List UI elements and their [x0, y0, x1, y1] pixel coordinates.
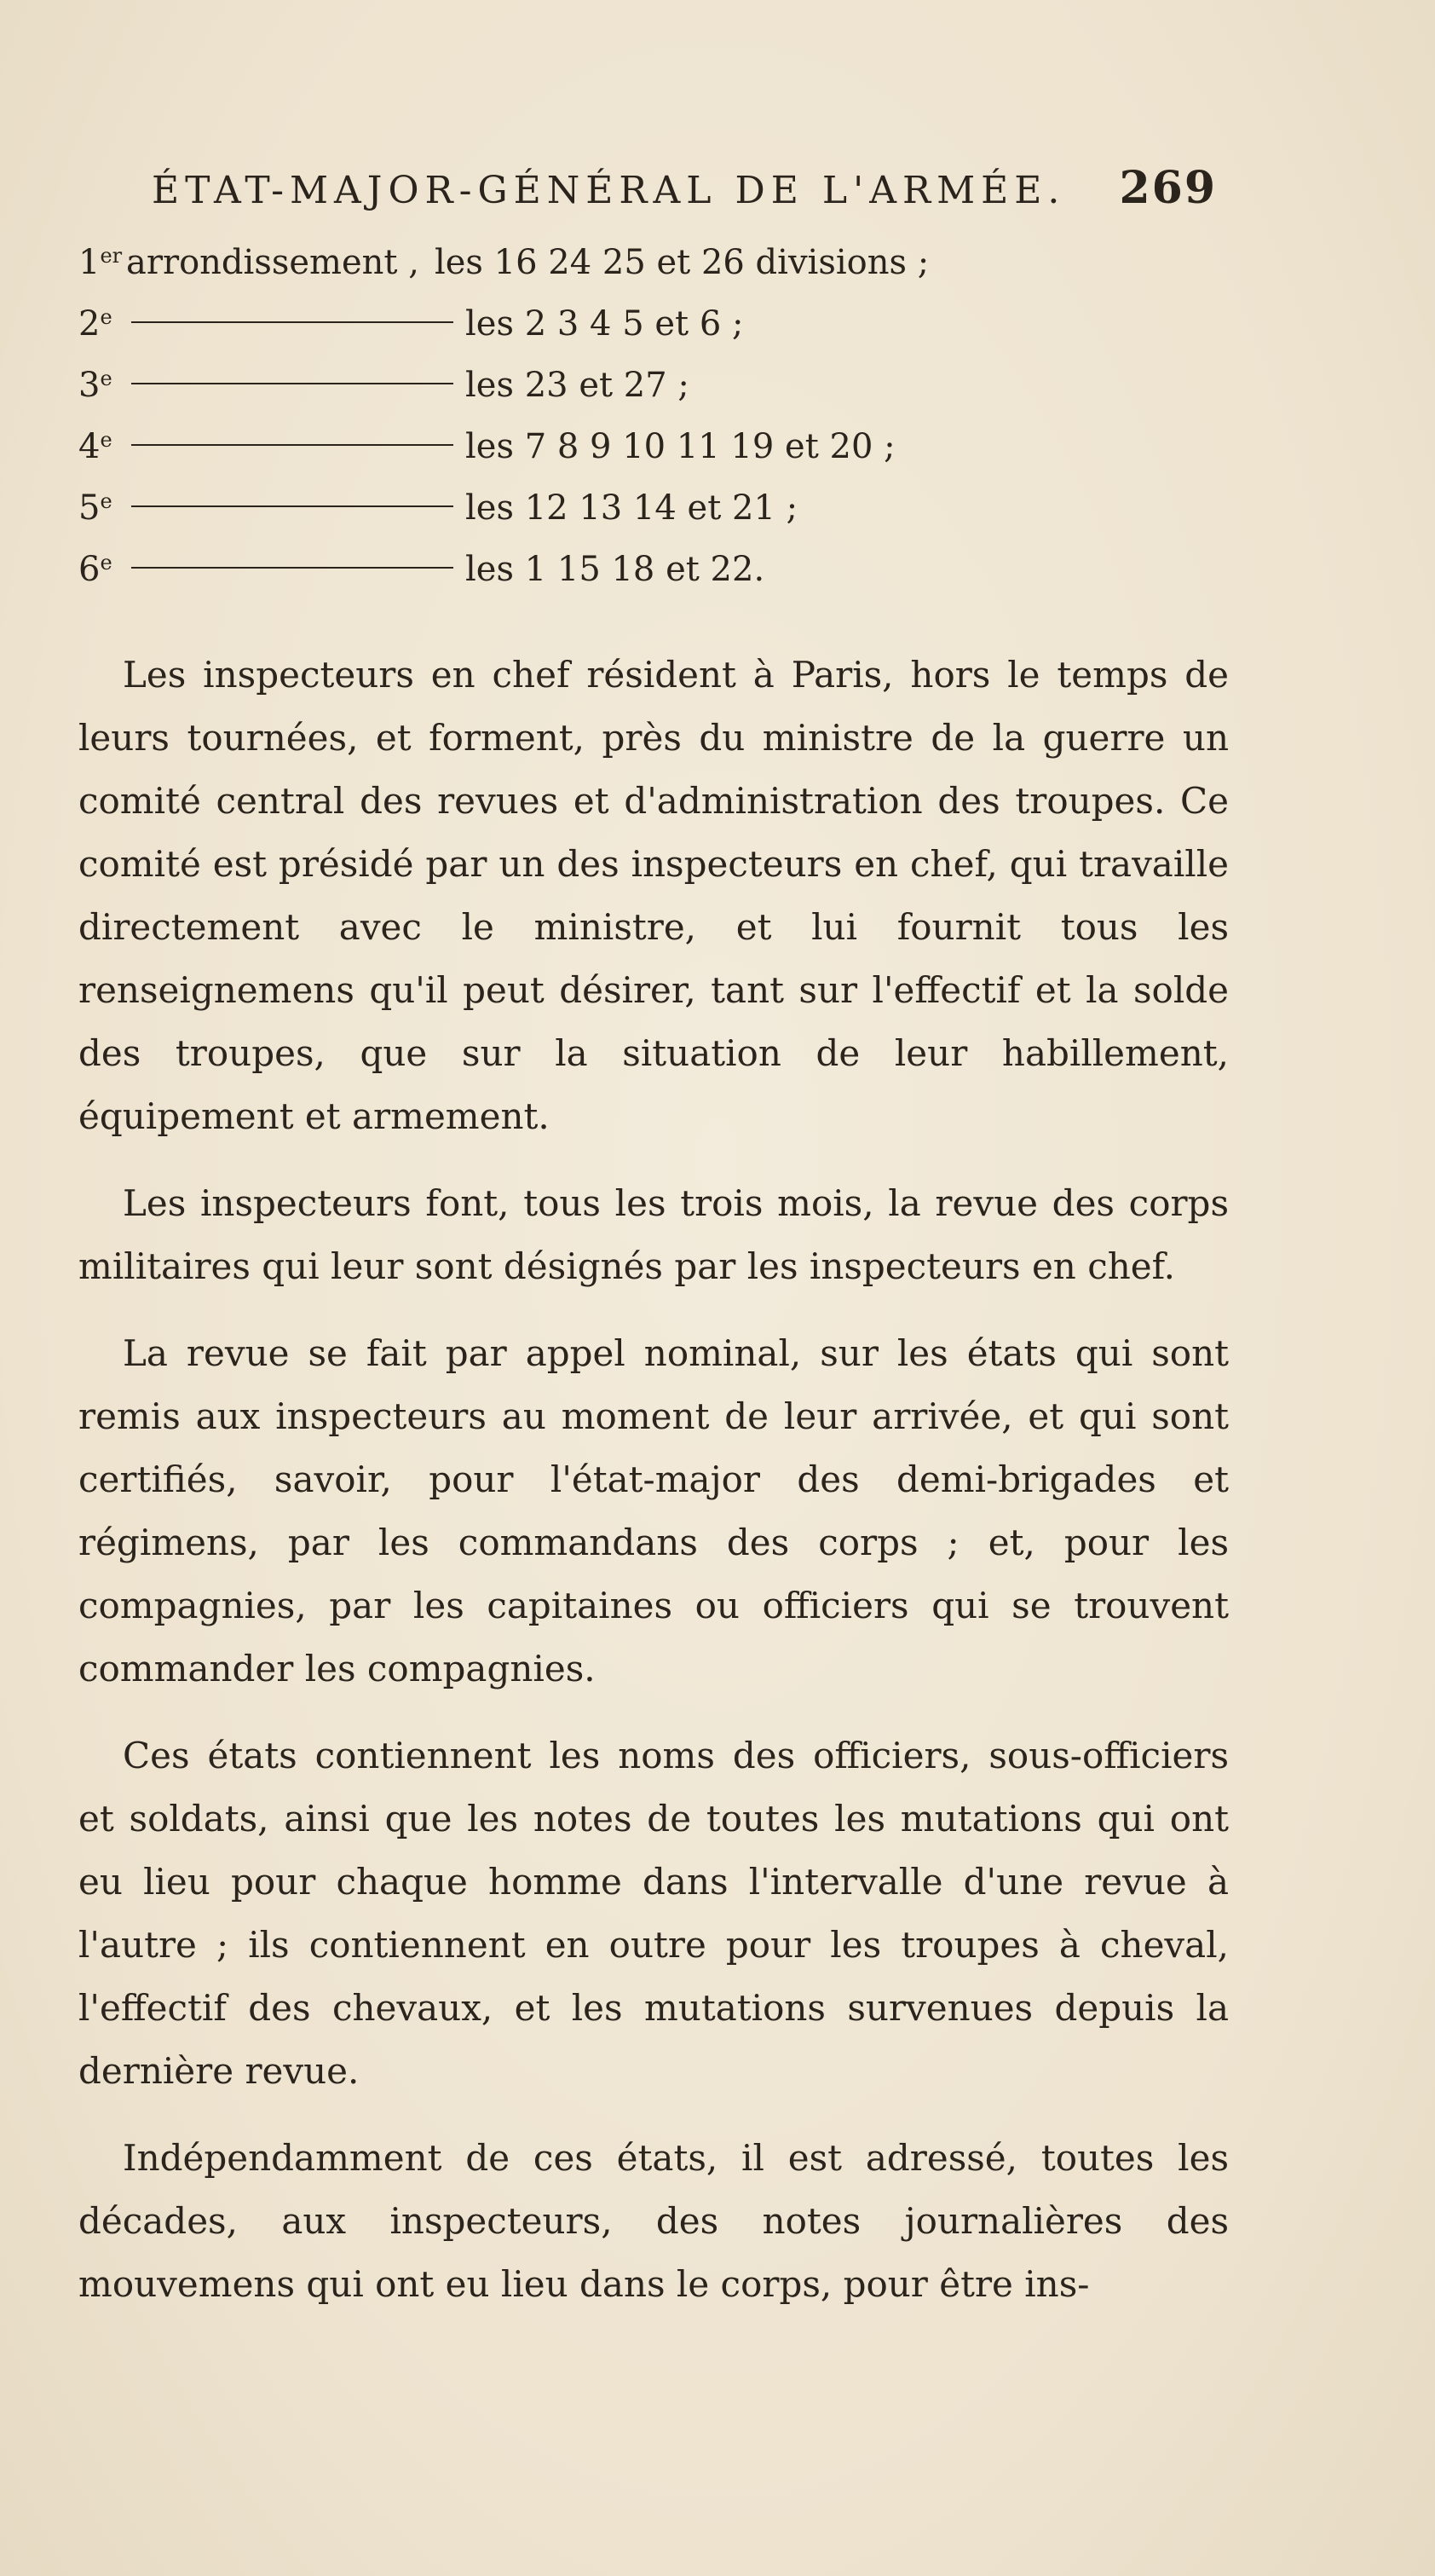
leader-dash [131, 383, 453, 384]
ordinal: 4e [78, 427, 112, 466]
ordinal: 6e [78, 550, 112, 589]
division-list: les 16 24 25 et 26 divisions ; [434, 243, 930, 282]
division-list: les 23 et 27 ; [465, 366, 689, 405]
ordinal: 1er [78, 243, 123, 282]
paragraph: Les inspecteurs en chef résident à Paris, hors le temps de leurs tournées, et forment, près du ministre de la guerre un comité central des revues et d'administration des troupes. Ce comité est présidé par un des inspecteurs en chef, qui travaille directement avec le ministre, et lui fournit tous les renseignemens qu'il peut désirer, tant sur l'effectif et la solde des troupes, que sur la situation de leur habillement, équipement et armement. [78, 654, 1229, 1137]
paragraph: Ces états contiennent les noms des officiers, sous-officiers et soldats, ainsi que les notes de toutes les mutations qui ont eu lieu pour chaque homme dans l'intervalle d'une revue à l'autre ; ils contiennent en outre pour les troupes à cheval, l'effectif des chevaux, et les mutations survenues depuis la dernière revue. [78, 1735, 1229, 2092]
division-list: les 2 3 4 5 et 6 ; [465, 304, 744, 344]
leader-dash [131, 567, 453, 569]
running-header [152, 162, 1217, 214]
ordinal: 3e [78, 366, 112, 405]
paragraph: La revue se fait par appel nominal, sur les états qui sont remis aux inspecteurs au moment de leur arrivée, et qui sont certifiés, savoir, pour l'état-major des demi-brigades et régimens, par les commandans des corps ; et, pour les compagnies, par les capitaines ou officiers qui se trouvent commander les compagnies. [78, 1332, 1229, 1689]
leader-dash [131, 444, 453, 446]
page-number: 269 [1119, 162, 1217, 214]
row-label: arrondissement , [126, 243, 419, 282]
arrondissement-row [78, 550, 1229, 611]
division-list: les 7 8 9 10 11 19 et 20 ; [465, 427, 896, 466]
division-list: les 12 13 14 et 21 ; [465, 488, 798, 528]
header-title: ÉTAT-MAJOR-GÉNÉRAL DE L'ARMÉE. [152, 169, 1066, 212]
ordinal: 5e [78, 488, 112, 528]
arrondissement-row [78, 488, 1229, 550]
paragraph: Les inspecteurs font, tous les trois mois, la revue des corps militaires qui leur sont désignés par les inspecteurs en chef. [78, 1182, 1229, 1287]
body-text [78, 644, 1229, 2340]
arrondissement-row [78, 304, 1229, 366]
leader-dash [131, 505, 453, 507]
arrondissement-list [78, 243, 1229, 611]
ordinal: 2e [78, 304, 112, 344]
arrondissement-row [78, 366, 1229, 427]
arrondissement-row [78, 427, 1229, 488]
paragraph: Indépendamment de ces états, il est adressé, toutes les décades, aux inspecteurs, des notes journalières des mouvemens qui ont eu lieu dans le corps, pour être ins- [78, 2137, 1229, 2305]
arrondissement-row [78, 243, 1229, 304]
division-list: les 1 15 18 et 22. [465, 550, 765, 589]
leader-dash [131, 321, 453, 323]
